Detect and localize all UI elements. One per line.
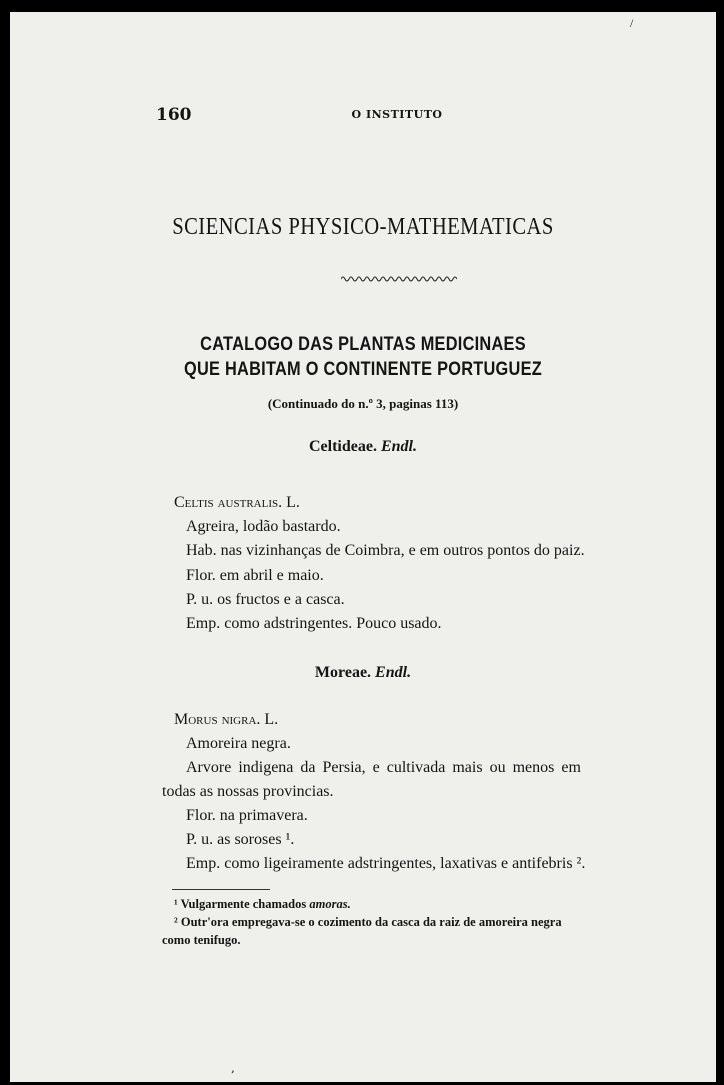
page-number: 160 (156, 105, 192, 125)
species-name: Celtis australis. (174, 494, 283, 511)
entry-line: Amoreira negra. (186, 735, 291, 752)
entry-line: Arvore indigena da Persia, e cultivada mais ou menos em (186, 759, 581, 776)
continuation-note: (Continuado do n.º 3, paginas 113) (267, 396, 459, 411)
species-entry-morus (174, 711, 278, 729)
footnote-2 (174, 915, 562, 930)
family-heading-celtideae (10, 438, 716, 456)
family-name: Celtideae. (309, 438, 377, 455)
catalog-title (59, 332, 666, 382)
bottom-mark: , (231, 1061, 235, 1075)
catalog-title-line-2: QUE HABITAM O CONTINENTE PORTUGUEZ (184, 359, 542, 380)
corner-mark: / (630, 16, 634, 30)
footnote-text: Outr'ora empregava-se o cozimento da casca da raiz de amoreira negra (180, 915, 562, 929)
species-author: L. (286, 494, 300, 511)
entry-line: Emp. como adstringentes. Pouco usado. (186, 615, 442, 632)
species-name: Morus nigra. (174, 711, 261, 728)
footnote-1 (174, 897, 351, 912)
entry-line: Agreira, lodão bastardo. (186, 518, 341, 535)
family-name: Moreae. (314, 664, 372, 681)
running-title: O INSTITUTO (351, 108, 443, 121)
species-entry-celtis (174, 494, 300, 512)
decorative-wavy-rule (341, 275, 457, 283)
page-header (156, 105, 638, 129)
footnote-marker: ¹ (174, 897, 178, 911)
footnote-italic: amoras. (309, 897, 351, 911)
species-author: L. (264, 711, 279, 728)
footnote-marker: ² (174, 915, 178, 929)
footnote-2-continued: como tenifugo. (162, 933, 241, 947)
entry-line: P. u. as soroses ¹. (186, 831, 295, 848)
entry-line: Hab. nas vizinhanças de Coimbra, e em outros pontos do paiz. (186, 542, 585, 559)
catalog-title-line-1: CATALOGO DAS PLANTAS MEDICINAES (200, 334, 526, 355)
entry-line: Flor. na primavera. (186, 807, 308, 824)
entry-line: Flor. em abril e maio. (186, 567, 324, 584)
family-author: Endl. (375, 664, 412, 681)
section-title: SCIENCIAS PHYSICO-MATHEMATICAS (172, 214, 554, 240)
family-author: Endl. (380, 438, 417, 455)
footnote-rule (172, 889, 270, 890)
entry-line: P. u. os fructos e a casca. (186, 591, 345, 608)
book-page (10, 12, 716, 1082)
footnote-text: Vulgarmente chamados (180, 897, 307, 911)
entry-line: todas as nossas provincias. (162, 783, 334, 800)
family-heading-moreae (10, 664, 716, 682)
entry-line: Emp. como ligeiramente adstringentes, laxativas e antifebris ². (186, 855, 586, 872)
